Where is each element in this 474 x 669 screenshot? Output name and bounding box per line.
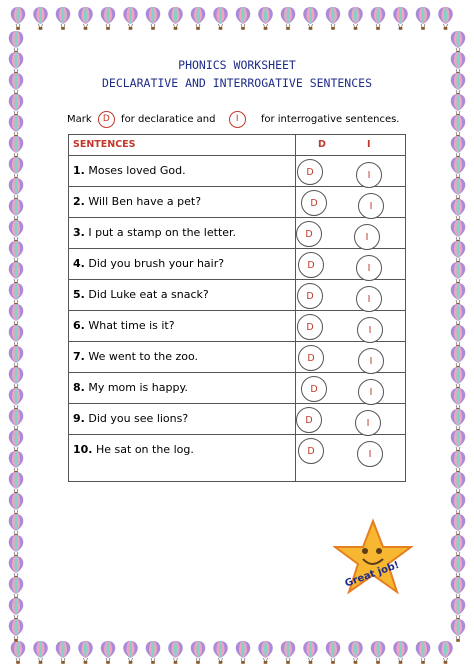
balloon-icon [9,199,23,222]
sentence-text [73,412,188,425]
table-row [69,342,405,373]
table-row [69,373,405,404]
balloon-icon [451,367,465,390]
balloon-icon [33,7,47,30]
balloon-icon [258,641,272,664]
balloon-icon [348,7,362,30]
balloon-icon [101,641,115,664]
balloon-icon [451,262,465,285]
declarative-option[interactable]: D [297,314,323,340]
balloon-icon [451,304,465,327]
balloon-icon [9,451,23,474]
table-row [69,187,405,218]
balloon-icon [303,7,317,30]
balloon-icon [9,241,23,264]
balloon-icon [11,7,25,30]
table-row [69,435,405,466]
balloon-icon [451,388,465,411]
sentence-number: 2. [73,195,85,208]
balloon-icon [451,619,465,642]
interrogative-option[interactable]: I [358,379,384,405]
balloon-icon [9,304,23,327]
sentence-text [73,288,209,301]
balloon-icon [123,641,137,664]
balloon-icon [451,493,465,516]
instructions-i-text: for interrogative sentences. [260,114,400,125]
sentence-number: 10. [73,443,93,456]
balloon-icon [9,409,23,432]
balloon-icon [451,241,465,264]
sentence-number: 1. [73,164,85,177]
balloon-icon [9,619,23,642]
balloon-icon [451,430,465,453]
balloon-icon [213,7,227,30]
balloon-icon [191,7,205,30]
declarative-option[interactable]: D [297,283,323,309]
interrogative-option[interactable]: I [356,255,382,281]
declarative-option[interactable]: D [296,221,322,247]
balloon-icon [326,7,340,30]
balloon-icon [451,31,465,54]
balloon-icon [146,641,160,664]
balloon-icon [326,641,340,664]
balloon-icon [393,7,407,30]
interrogative-option[interactable]: I [354,224,380,250]
sentence-text [73,195,201,208]
balloon-icon [9,136,23,159]
sentence-label: My mom is happy. [88,381,188,394]
table-row [69,280,405,311]
balloon-icon [9,94,23,117]
balloon-icon [146,7,160,30]
declarative-option[interactable]: D [298,438,324,464]
balloon-icon [451,115,465,138]
declarative-option[interactable]: D [297,159,323,185]
balloon-icon [451,409,465,432]
balloon-icon [78,7,92,30]
balloon-icon [9,556,23,579]
balloon-icon [451,199,465,222]
balloon-icon [9,262,23,285]
balloon-icon [9,493,23,516]
balloon-icon [213,641,227,664]
balloon-icon [9,283,23,306]
table-row [69,404,405,435]
interrogative-option[interactable]: I [358,348,384,374]
table-row [69,249,405,280]
balloon-icon [56,7,70,30]
instructions-mark: Mark [67,114,92,125]
great-job-star-icon [333,517,413,597]
balloon-icon [281,641,295,664]
worksheet-title: PHONICS WORKSHEET [178,58,296,72]
interrogative-option[interactable]: I [358,193,384,219]
balloon-icon [9,514,23,537]
balloon-icon [303,641,317,664]
balloon-icon [236,641,250,664]
instructions-i-circle: I [229,111,246,128]
balloon-icon [123,7,137,30]
sentence-label: Will Ben have a pet? [88,195,202,208]
sentence-label: He sat on the log. [96,443,194,456]
sentences-table [68,134,406,482]
worksheet-subtitle: DECLARATIVE AND INTERROGATIVE SENTENCES [101,76,373,90]
balloon-icon [393,641,407,664]
balloon-icon [9,178,23,201]
balloon-icon [451,577,465,600]
sentence-text [73,257,224,270]
sentence-label: What time is it? [88,319,175,332]
balloon-icon [9,157,23,180]
balloon-icon [168,7,182,30]
balloon-icon [78,641,92,664]
balloon-icon [451,535,465,558]
declarative-option[interactable]: D [298,345,324,371]
table-row [69,311,405,342]
balloon-icon [451,514,465,537]
interrogative-option[interactable]: I [355,410,381,436]
balloon-icon [451,325,465,348]
sentence-label: Did you see lions? [88,412,189,425]
sentence-text [73,350,198,363]
balloon-icon [451,283,465,306]
balloon-icon [9,577,23,600]
balloon-icon [451,94,465,117]
declarative-option[interactable]: D [301,376,327,402]
balloon-icon [371,7,385,30]
balloon-icon [371,641,385,664]
balloon-icon [33,641,47,664]
balloon-icon [451,556,465,579]
instructions-d-circle: D [98,111,115,128]
sentence-label: I put a stamp on the letter. [88,226,237,239]
sentence-number: 6. [73,319,85,332]
declarative-option[interactable]: D [298,252,324,278]
balloon-icon [451,451,465,474]
balloon-icon [438,641,452,664]
sentence-text [73,226,236,239]
balloon-icon [191,641,205,664]
balloon-icon [416,641,430,664]
balloon-icon [9,31,23,54]
sentence-label: We went to the zoo. [88,350,199,363]
sentence-label: Moses loved God. [88,164,186,177]
table-header [69,135,405,156]
balloon-icon [56,641,70,664]
balloon-icon [9,598,23,621]
balloon-icon [258,7,272,30]
instructions [67,111,399,128]
sentence-number: 7. [73,350,85,363]
balloon-icon [416,7,430,30]
balloon-icon [451,220,465,243]
sentence-text [73,381,188,394]
sentence-number: 8. [73,381,85,394]
balloon-icon [451,598,465,621]
balloon-icon [9,535,23,558]
sentence-label: Did Luke eat a snack? [88,288,209,301]
balloon-icon [101,7,115,30]
header-sentences: SENTENCES [73,139,136,150]
balloon-icon [9,388,23,411]
balloon-icon [281,7,295,30]
balloon-icon [168,641,182,664]
header-i: I [367,139,371,150]
balloon-icon [236,7,250,30]
sentence-text [73,164,186,177]
sentence-number: 3. [73,226,85,239]
balloon-icon [9,115,23,138]
balloon-icon [438,7,452,30]
instructions-d-text: for declaratice and [121,114,216,125]
header-d: D [318,139,326,150]
sentence-number: 5. [73,288,85,301]
balloon-icon [451,157,465,180]
balloon-icon [11,641,25,664]
interrogative-option[interactable]: I [356,162,382,188]
sentence-text [73,443,194,456]
balloon-icon [451,136,465,159]
declarative-option[interactable]: D [301,190,327,216]
balloon-icon [451,346,465,369]
balloon-icon [348,641,362,664]
table-row [69,218,405,249]
sentence-label: Did you brush your hair? [88,257,225,270]
sentence-number: 4. [73,257,85,270]
interrogative-option[interactable]: I [357,317,383,343]
interrogative-option[interactable]: I [357,441,383,467]
balloon-icon [451,178,465,201]
declarative-option[interactable]: D [296,407,322,433]
great-job-text: Great job! [343,559,401,590]
balloon-icon [451,472,465,495]
sentence-number: 9. [73,412,85,425]
table-row [69,156,405,187]
balloon-icon [9,472,23,495]
balloon-icon [9,325,23,348]
balloon-icon [9,367,23,390]
sentence-text [73,319,175,332]
balloon-icon [9,220,23,243]
balloon-icon [9,430,23,453]
interrogative-option[interactable]: I [356,286,382,312]
balloon-icon [9,346,23,369]
